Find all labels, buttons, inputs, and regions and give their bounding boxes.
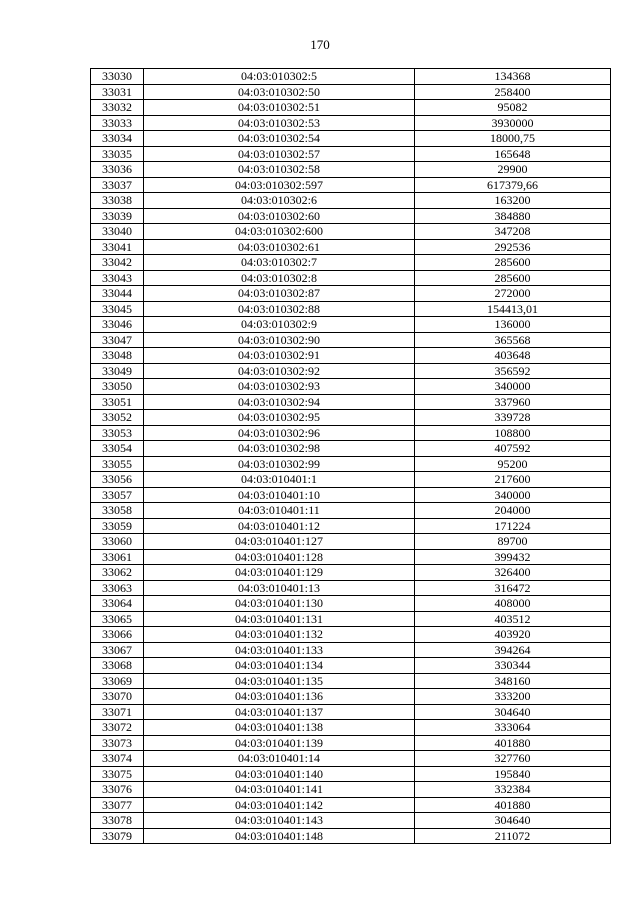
row-number-cell: 33044 bbox=[91, 286, 144, 302]
cadastral-number-cell: 04:03:010401:142 bbox=[144, 797, 415, 813]
row-number-cell: 33033 bbox=[91, 115, 144, 131]
cadastral-number-cell: 04:03:010302:61 bbox=[144, 239, 415, 255]
cadastral-number-cell: 04:03:010302:57 bbox=[144, 146, 415, 162]
value-cell: 408000 bbox=[415, 596, 611, 612]
page-number: 170 bbox=[310, 37, 330, 52]
table-row bbox=[91, 518, 611, 534]
registry-table bbox=[90, 68, 611, 844]
cadastral-number-cell: 04:03:010302:94 bbox=[144, 394, 415, 410]
row-number-cell: 33045 bbox=[91, 301, 144, 317]
cadastral-number-cell: 04:03:010401:140 bbox=[144, 766, 415, 782]
value-cell: 403512 bbox=[415, 611, 611, 627]
row-number-cell: 33066 bbox=[91, 627, 144, 643]
row-number-cell: 33032 bbox=[91, 100, 144, 116]
table-row bbox=[91, 239, 611, 255]
cadastral-number-cell: 04:03:010302:98 bbox=[144, 441, 415, 457]
cadastral-number-cell: 04:03:010302:51 bbox=[144, 100, 415, 116]
table-row bbox=[91, 751, 611, 767]
value-cell: 29900 bbox=[415, 162, 611, 178]
row-number-cell: 33038 bbox=[91, 193, 144, 209]
table-row bbox=[91, 735, 611, 751]
row-number-cell: 33042 bbox=[91, 255, 144, 271]
value-cell: 330344 bbox=[415, 658, 611, 674]
row-number-cell: 33039 bbox=[91, 208, 144, 224]
table-row bbox=[91, 627, 611, 643]
cadastral-number-cell: 04:03:010401:10 bbox=[144, 487, 415, 503]
cadastral-number-cell: 04:03:010401:139 bbox=[144, 735, 415, 751]
row-number-cell: 33043 bbox=[91, 270, 144, 286]
table-row bbox=[91, 689, 611, 705]
cadastral-number-cell: 04:03:010401:134 bbox=[144, 658, 415, 674]
value-cell: 171224 bbox=[415, 518, 611, 534]
row-number-cell: 33054 bbox=[91, 441, 144, 457]
value-cell: 258400 bbox=[415, 84, 611, 100]
table-row bbox=[91, 100, 611, 116]
registry-table-body bbox=[91, 69, 611, 844]
row-number-cell: 33079 bbox=[91, 828, 144, 844]
cadastral-number-cell: 04:03:010401:136 bbox=[144, 689, 415, 705]
row-number-cell: 33057 bbox=[91, 487, 144, 503]
row-number-cell: 33037 bbox=[91, 177, 144, 193]
value-cell: 403920 bbox=[415, 627, 611, 643]
value-cell: 217600 bbox=[415, 472, 611, 488]
value-cell: 292536 bbox=[415, 239, 611, 255]
cadastral-number-cell: 04:03:010401:137 bbox=[144, 704, 415, 720]
table-row bbox=[91, 456, 611, 472]
table-row bbox=[91, 332, 611, 348]
row-number-cell: 33053 bbox=[91, 425, 144, 441]
table-row bbox=[91, 425, 611, 441]
value-cell: 326400 bbox=[415, 565, 611, 581]
row-number-cell: 33041 bbox=[91, 239, 144, 255]
row-number-cell: 33075 bbox=[91, 766, 144, 782]
row-number-cell: 33050 bbox=[91, 379, 144, 395]
table-row bbox=[91, 84, 611, 100]
value-cell: 339728 bbox=[415, 410, 611, 426]
cadastral-number-cell: 04:03:010302:88 bbox=[144, 301, 415, 317]
value-cell: 337960 bbox=[415, 394, 611, 410]
cadastral-number-cell: 04:03:010401:141 bbox=[144, 782, 415, 798]
row-number-cell: 33070 bbox=[91, 689, 144, 705]
cadastral-number-cell: 04:03:010302:90 bbox=[144, 332, 415, 348]
value-cell: 89700 bbox=[415, 534, 611, 550]
cadastral-number-cell: 04:03:010302:7 bbox=[144, 255, 415, 271]
row-number-cell: 33031 bbox=[91, 84, 144, 100]
value-cell: 3930000 bbox=[415, 115, 611, 131]
cadastral-number-cell: 04:03:010302:99 bbox=[144, 456, 415, 472]
cadastral-number-cell: 04:03:010401:14 bbox=[144, 751, 415, 767]
table-row bbox=[91, 720, 611, 736]
cadastral-number-cell: 04:03:010401:12 bbox=[144, 518, 415, 534]
table-row bbox=[91, 224, 611, 240]
table-row bbox=[91, 658, 611, 674]
value-cell: 333200 bbox=[415, 689, 611, 705]
row-number-cell: 33040 bbox=[91, 224, 144, 240]
value-cell: 401880 bbox=[415, 797, 611, 813]
value-cell: 403648 bbox=[415, 348, 611, 364]
cadastral-number-cell: 04:03:010302:92 bbox=[144, 363, 415, 379]
table-row bbox=[91, 565, 611, 581]
value-cell: 136000 bbox=[415, 317, 611, 333]
table-row bbox=[91, 472, 611, 488]
table-row bbox=[91, 363, 611, 379]
table-row bbox=[91, 410, 611, 426]
cadastral-number-cell: 04:03:010401:128 bbox=[144, 549, 415, 565]
row-number-cell: 33046 bbox=[91, 317, 144, 333]
row-number-cell: 33071 bbox=[91, 704, 144, 720]
row-number-cell: 33073 bbox=[91, 735, 144, 751]
value-cell: 163200 bbox=[415, 193, 611, 209]
row-number-cell: 33056 bbox=[91, 472, 144, 488]
cadastral-number-cell: 04:03:010401:133 bbox=[144, 642, 415, 658]
table-row bbox=[91, 162, 611, 178]
row-number-cell: 33060 bbox=[91, 534, 144, 550]
value-cell: 356592 bbox=[415, 363, 611, 379]
value-cell: 333064 bbox=[415, 720, 611, 736]
row-number-cell: 33047 bbox=[91, 332, 144, 348]
table-row bbox=[91, 487, 611, 503]
cadastral-number-cell: 04:03:010302:597 bbox=[144, 177, 415, 193]
table-row bbox=[91, 766, 611, 782]
table-row bbox=[91, 534, 611, 550]
row-number-cell: 33065 bbox=[91, 611, 144, 627]
cadastral-number-cell: 04:03:010401:132 bbox=[144, 627, 415, 643]
table-row bbox=[91, 797, 611, 813]
row-number-cell: 33058 bbox=[91, 503, 144, 519]
table-row bbox=[91, 146, 611, 162]
cadastral-number-cell: 04:03:010302:93 bbox=[144, 379, 415, 395]
value-cell: 134368 bbox=[415, 69, 611, 85]
value-cell: 195840 bbox=[415, 766, 611, 782]
cadastral-number-cell: 04:03:010302:600 bbox=[144, 224, 415, 240]
value-cell: 272000 bbox=[415, 286, 611, 302]
table-row bbox=[91, 782, 611, 798]
table-row bbox=[91, 69, 611, 85]
value-cell: 95082 bbox=[415, 100, 611, 116]
table-row bbox=[91, 503, 611, 519]
value-cell: 204000 bbox=[415, 503, 611, 519]
row-number-cell: 33063 bbox=[91, 580, 144, 596]
cadastral-number-cell: 04:03:010302:53 bbox=[144, 115, 415, 131]
cadastral-number-cell: 04:03:010401:13 bbox=[144, 580, 415, 596]
value-cell: 407592 bbox=[415, 441, 611, 457]
table-row bbox=[91, 441, 611, 457]
cadastral-number-cell: 04:03:010302:54 bbox=[144, 131, 415, 147]
row-number-cell: 33030 bbox=[91, 69, 144, 85]
table-row bbox=[91, 611, 611, 627]
table-row bbox=[91, 673, 611, 689]
cadastral-number-cell: 04:03:010302:96 bbox=[144, 425, 415, 441]
cadastral-number-cell: 04:03:010302:8 bbox=[144, 270, 415, 286]
cadastral-number-cell: 04:03:010401:11 bbox=[144, 503, 415, 519]
value-cell: 316472 bbox=[415, 580, 611, 596]
value-cell: 95200 bbox=[415, 456, 611, 472]
row-number-cell: 33035 bbox=[91, 146, 144, 162]
value-cell: 399432 bbox=[415, 549, 611, 565]
table-row bbox=[91, 193, 611, 209]
row-number-cell: 33072 bbox=[91, 720, 144, 736]
value-cell: 18000,75 bbox=[415, 131, 611, 147]
table-row bbox=[91, 286, 611, 302]
table-row bbox=[91, 255, 611, 271]
cadastral-number-cell: 04:03:010302:9 bbox=[144, 317, 415, 333]
cadastral-number-cell: 04:03:010401:148 bbox=[144, 828, 415, 844]
row-number-cell: 33036 bbox=[91, 162, 144, 178]
table-row bbox=[91, 642, 611, 658]
row-number-cell: 33068 bbox=[91, 658, 144, 674]
table-row bbox=[91, 394, 611, 410]
value-cell: 340000 bbox=[415, 379, 611, 395]
value-cell: 617379,66 bbox=[415, 177, 611, 193]
value-cell: 211072 bbox=[415, 828, 611, 844]
row-number-cell: 33076 bbox=[91, 782, 144, 798]
row-number-cell: 33067 bbox=[91, 642, 144, 658]
table-row bbox=[91, 828, 611, 844]
row-number-cell: 33055 bbox=[91, 456, 144, 472]
table-row bbox=[91, 270, 611, 286]
value-cell: 304640 bbox=[415, 813, 611, 829]
value-cell: 108800 bbox=[415, 425, 611, 441]
table-row bbox=[91, 317, 611, 333]
table-row bbox=[91, 348, 611, 364]
row-number-cell: 33074 bbox=[91, 751, 144, 767]
table-row bbox=[91, 549, 611, 565]
row-number-cell: 33034 bbox=[91, 131, 144, 147]
row-number-cell: 33062 bbox=[91, 565, 144, 581]
value-cell: 401880 bbox=[415, 735, 611, 751]
table-row bbox=[91, 580, 611, 596]
row-number-cell: 33078 bbox=[91, 813, 144, 829]
row-number-cell: 33052 bbox=[91, 410, 144, 426]
row-number-cell: 33048 bbox=[91, 348, 144, 364]
value-cell: 347208 bbox=[415, 224, 611, 240]
row-number-cell: 33051 bbox=[91, 394, 144, 410]
cadastral-number-cell: 04:03:010401:129 bbox=[144, 565, 415, 581]
cadastral-number-cell: 04:03:010401:138 bbox=[144, 720, 415, 736]
value-cell: 154413,01 bbox=[415, 301, 611, 317]
row-number-cell: 33069 bbox=[91, 673, 144, 689]
table-row bbox=[91, 301, 611, 317]
row-number-cell: 33077 bbox=[91, 797, 144, 813]
cadastral-number-cell: 04:03:010401:130 bbox=[144, 596, 415, 612]
table-row bbox=[91, 131, 611, 147]
cadastral-number-cell: 04:03:010302:50 bbox=[144, 84, 415, 100]
cadastral-number-cell: 04:03:010302:58 bbox=[144, 162, 415, 178]
table-row bbox=[91, 379, 611, 395]
cadastral-number-cell: 04:03:010401:135 bbox=[144, 673, 415, 689]
cadastral-number-cell: 04:03:010401:143 bbox=[144, 813, 415, 829]
table-row bbox=[91, 704, 611, 720]
value-cell: 285600 bbox=[415, 270, 611, 286]
cadastral-number-cell: 04:03:010302:91 bbox=[144, 348, 415, 364]
value-cell: 285600 bbox=[415, 255, 611, 271]
cadastral-number-cell: 04:03:010302:60 bbox=[144, 208, 415, 224]
row-number-cell: 33049 bbox=[91, 363, 144, 379]
value-cell: 304640 bbox=[415, 704, 611, 720]
cadastral-number-cell: 04:03:010401:127 bbox=[144, 534, 415, 550]
cadastral-number-cell: 04:03:010401:1 bbox=[144, 472, 415, 488]
row-number-cell: 33064 bbox=[91, 596, 144, 612]
value-cell: 340000 bbox=[415, 487, 611, 503]
cadastral-number-cell: 04:03:010401:131 bbox=[144, 611, 415, 627]
value-cell: 365568 bbox=[415, 332, 611, 348]
cadastral-number-cell: 04:03:010302:5 bbox=[144, 69, 415, 85]
value-cell: 384880 bbox=[415, 208, 611, 224]
table-row bbox=[91, 813, 611, 829]
cadastral-number-cell: 04:03:010302:87 bbox=[144, 286, 415, 302]
value-cell: 332384 bbox=[415, 782, 611, 798]
cadastral-number-cell: 04:03:010302:95 bbox=[144, 410, 415, 426]
row-number-cell: 33061 bbox=[91, 549, 144, 565]
row-number-cell: 33059 bbox=[91, 518, 144, 534]
value-cell: 327760 bbox=[415, 751, 611, 767]
cadastral-number-cell: 04:03:010302:6 bbox=[144, 193, 415, 209]
value-cell: 165648 bbox=[415, 146, 611, 162]
table-row bbox=[91, 115, 611, 131]
value-cell: 394264 bbox=[415, 642, 611, 658]
table-row bbox=[91, 208, 611, 224]
table-row bbox=[91, 596, 611, 612]
table-row bbox=[91, 177, 611, 193]
value-cell: 348160 bbox=[415, 673, 611, 689]
